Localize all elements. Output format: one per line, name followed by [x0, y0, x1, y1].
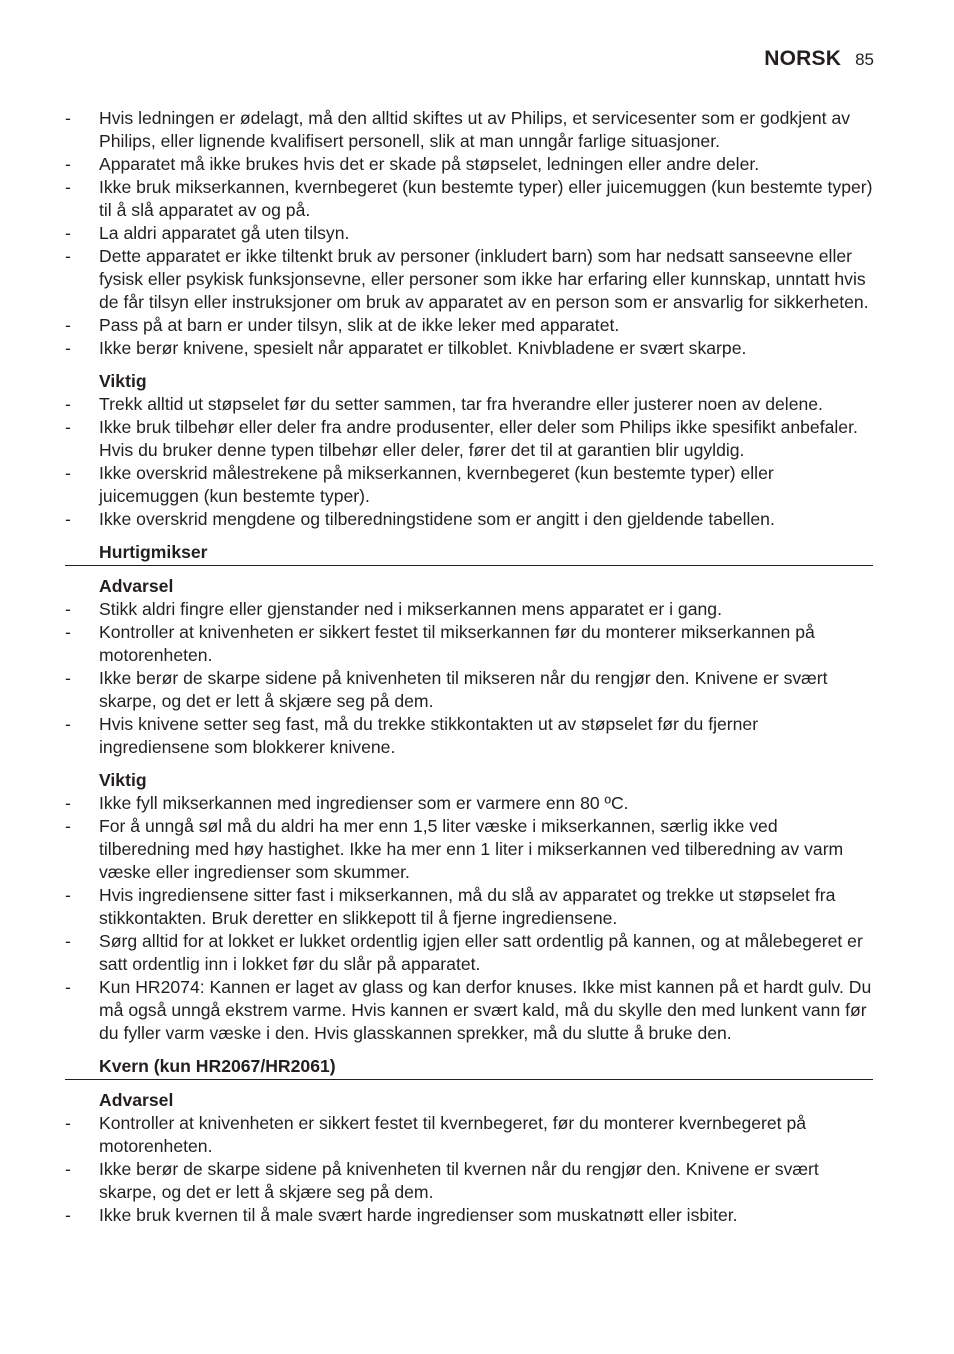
list-item	[65, 416, 873, 462]
list-item	[65, 245, 873, 314]
bullet-dash: -	[65, 315, 71, 335]
bullet-dash: -	[65, 463, 71, 483]
list-item	[65, 930, 873, 976]
bullet-dash: -	[65, 394, 71, 414]
bullet-dash: -	[65, 1113, 71, 1133]
blender-warning-heading: Advarsel	[99, 576, 174, 596]
bullet-dash: -	[65, 931, 71, 951]
list-item-text: Dette apparatet er ikke tiltenkt bruk av personer (inkludert barn) som har nedsatt sanseevne eller fysisk eller psykisk funksjonsevne, eller personer som ikke har erfaring eller kunnskap, unntatt hvis de får tilsyn eller instruksjoner om bruk av apparatet av en person som er ansvarlig for sikkerheten.	[99, 246, 869, 312]
list-item-text: Stikk aldri fingre eller gjenstander ned i mikserkannen mens apparatet er i gang.	[99, 599, 722, 619]
bullet-dash: -	[65, 108, 71, 128]
list-item-text: La aldri apparatet gå uten tilsyn.	[99, 223, 350, 243]
list-item-text: Ikke overskrid mengdene og tilberedningstidene som er angitt i den gjeldende tabellen.	[99, 509, 775, 529]
list-item-text: For å unngå søl må du aldri ha mer enn 1,5 liter væske i mikserkannen, særlig ikke ved tilberedning med høy hastighet. Ikke ha mer enn 1 liter i mikserkannen ved tilberedning av varm væske eller ingredienser som skummer.	[99, 816, 844, 882]
bullet-dash: -	[65, 223, 71, 243]
bullet-dash: -	[65, 885, 71, 905]
list-item-text: Kun HR2074: Kannen er laget av glass og kan derfor knuses. Ikke mist kannen på et hardt gulv. Du må også unngå ekstrem varme. Hvis kannen er svært kald, må du skylle den med lunkent vann før du fyller varm væske i den. Hvis glasskannen sprekker, må du slutte å bruke den.	[99, 977, 872, 1043]
list-item-text: Sørg alltid for at lokket er lukket ordentlig igjen eller satt ordentlig på kannen, og at målebegeret er satt ordentlig inn i lokket før du slår på apparatet.	[99, 931, 863, 974]
language-label: NORSK	[764, 47, 842, 70]
bullet-dash: -	[65, 338, 71, 358]
general-important-heading: Viktig	[99, 371, 147, 391]
mill-warning-heading: Advarsel	[99, 1090, 174, 1110]
page-header	[764, 47, 874, 71]
blender-important-list	[65, 792, 873, 1045]
page-number: 85	[855, 50, 874, 69]
list-item	[65, 884, 873, 930]
list-item-text: Pass på at barn er under tilsyn, slik at de ikke leker med apparatet.	[99, 315, 620, 335]
list-item-text: Ikke bruk tilbehør eller deler fra andre produsenter, eller deler som Philips ikke spesifikt anbefaler. Hvis du bruker denne typen tilbehør eller deler, fører det til at garantien blir ugyldig.	[99, 417, 858, 460]
list-item	[65, 337, 873, 360]
bullet-dash: -	[65, 816, 71, 836]
bullet-dash: -	[65, 599, 71, 619]
list-item	[65, 815, 873, 884]
bullet-dash: -	[65, 1159, 71, 1179]
bullet-dash: -	[65, 154, 71, 174]
list-item	[65, 621, 873, 667]
list-item	[65, 462, 873, 508]
list-item	[65, 1112, 873, 1158]
mill-warning-list	[65, 1112, 873, 1227]
list-item	[65, 153, 873, 176]
bullet-dash: -	[65, 622, 71, 642]
list-item-text: Hvis knivene setter seg fast, må du trekke stikkontakten ut av støpselet før du fjerner ingrediensene som blokkerer knivene.	[99, 714, 759, 757]
list-item	[65, 713, 873, 759]
bullet-dash: -	[65, 793, 71, 813]
bullet-dash: -	[65, 1205, 71, 1225]
list-item	[65, 976, 873, 1045]
bullet-dash: -	[65, 177, 71, 197]
list-item-text: Ikke overskrid målestrekene på mikserkannen, kvernbegeret (kun bestemte typer) eller juicemuggen (kun bestemte typer).	[99, 463, 774, 506]
bullet-dash: -	[65, 417, 71, 437]
list-item	[65, 107, 873, 153]
list-item	[65, 598, 873, 621]
list-item-text: Hvis ingrediensene sitter fast i mikserkannen, må du slå av apparatet og trekke ut støpselet fra stikkontakten. Bruk deretter en slikkepott til å fjerne ingrediensene.	[99, 885, 836, 928]
list-item	[65, 393, 873, 416]
list-item	[65, 508, 873, 531]
list-item	[65, 176, 873, 222]
list-item-text: Apparatet må ikke brukes hvis det er skade på støpselet, ledningen eller andre deler.	[99, 154, 760, 174]
list-item-text: Kontroller at knivenheten er sikkert festet til kvernbegeret, før du monterer kvernbegeret på motorenheten.	[99, 1113, 807, 1156]
list-item-text: Hvis ledningen er ødelagt, må den alltid skiftes ut av Philips, et servicesenter som er godkjent av Philips, eller lignende kvalifisert personell, slik at man unngår farlige situasjoner.	[99, 108, 851, 151]
list-item-text: Ikke bruk mikserkannen, kvernbegeret (kun bestemte typer) eller juicemuggen (kun bestemte typer) til å slå apparatet av og på.	[99, 177, 873, 220]
bullet-dash: -	[65, 977, 71, 997]
blender-important-heading: Viktig	[99, 770, 147, 790]
list-item	[65, 1158, 873, 1204]
intro-list	[65, 107, 873, 360]
list-item	[65, 314, 873, 337]
list-item	[65, 667, 873, 713]
bullet-dash: -	[65, 668, 71, 688]
list-item	[65, 222, 873, 245]
list-item	[65, 1204, 873, 1227]
blender-warning-list	[65, 598, 873, 759]
page-content	[65, 107, 873, 1227]
mill-section-title: Kvern (kun HR2067/HR2061)	[65, 1055, 873, 1080]
list-item-text: Ikke berør de skarpe sidene på knivenheten til mikseren når du rengjør den. Knivene er svært skarpe, og det er lett å skjære seg på dem.	[99, 668, 828, 711]
bullet-dash: -	[65, 246, 71, 266]
blender-section-title: Hurtigmikser	[65, 541, 873, 566]
list-item-text: Kontroller at knivenheten er sikkert festet til mikserkannen før du monterer mikserkannen på motorenheten.	[99, 622, 815, 665]
list-item-text: Ikke fyll mikserkannen med ingredienser som er varmere enn 80 ºC.	[99, 793, 629, 813]
list-item-text: Ikke berør de skarpe sidene på knivenheten til kvernen når du rengjør den. Knivene er svært skarpe, og det er lett å skjære seg på dem.	[99, 1159, 819, 1202]
list-item-text: Ikke bruk kvernen til å male svært harde ingredienser som muskatnøtt eller isbiter.	[99, 1205, 738, 1225]
list-item-text: Trekk alltid ut støpselet før du setter sammen, tar fra hverandre eller justerer noen av delene.	[99, 394, 823, 414]
general-important-list	[65, 393, 873, 531]
bullet-dash: -	[65, 509, 71, 529]
list-item-text: Ikke berør knivene, spesielt når apparatet er tilkoblet. Knivbladene er svært skarpe.	[99, 338, 747, 358]
list-item	[65, 792, 873, 815]
bullet-dash: -	[65, 714, 71, 734]
